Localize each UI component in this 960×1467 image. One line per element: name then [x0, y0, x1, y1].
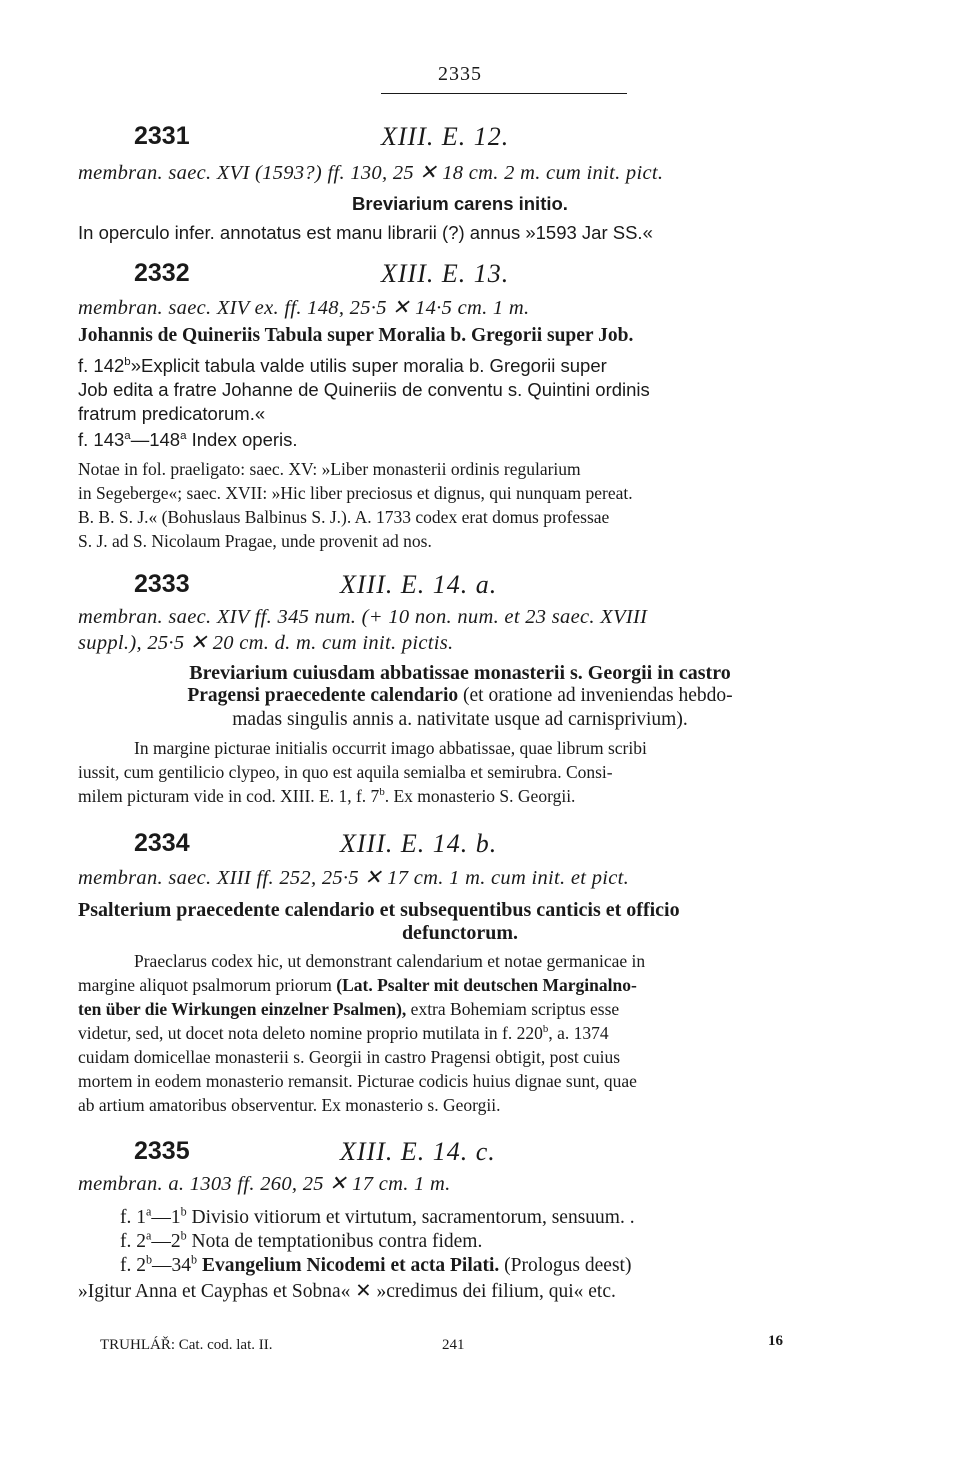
entry-title: Psalterium praecedente calendario et subsequentibus canticis et officio — [78, 899, 680, 921]
note-line: mortem in eodem monasterio remansit. Picturae codicis huius dignae sunt, quae — [78, 1071, 637, 1091]
physical-description: membran. saec. XIV ex. ff. 148, 25·5 ✕ 14·5 cm. 1 m. — [78, 297, 530, 319]
note-line: Praeclarus codex hic, ut demonstrant calendarium et notae germanicae in — [134, 951, 646, 971]
footer-right: 16 — [768, 1333, 783, 1349]
content-line: f. 1$^a$—1$^b$ Divisio vitiorum et virtutum, sacramentorum, sensuum. . — [120, 1204, 635, 1228]
entry-title: Breviarium cuiusdam abbatissae monasterii s. Georgii in castro — [189, 662, 731, 684]
note-line: milem picturam vide in cod. XIII. E. 1, f. 7$^b$. Ex monasterio S. Georgii. — [78, 786, 576, 806]
content-line: f. 143$^a$—148$^a$ Index operis. — [78, 429, 298, 450]
entry-number: 2332 — [134, 259, 190, 287]
entry-number: 2331 — [134, 122, 190, 150]
content-line: »Igitur Anna et Cayphas et Sobna« ✕ »credimus dei filium, qui« etc. — [78, 1281, 616, 1302]
entry-title: defunctorum. — [401, 922, 519, 944]
note-line: In operculo infer. annotatus est manu librarii (?) annus »1593 Jar SS.« — [78, 222, 653, 243]
note-line: Notae in fol. praeligato: saec. XV: »Liber monasterii ordinis regularium — [78, 459, 581, 479]
note-line: videtur, sed, ut docet nota deleto nomine proprio mutilata in f. 220$^b$, a. 1374 — [78, 1023, 609, 1043]
entry-number: 2334 — [134, 829, 190, 857]
content-line: f. 2$^b$—34$^b$ Evangelium Nicodemi et acta Pilati. (Prologus deest) — [120, 1252, 632, 1276]
shelfmark: XIII. E. 12. — [381, 122, 510, 151]
note-line: iussit, cum gentilicio clypeo, in quo est aquila semialba et semirubra. Consi- — [78, 762, 613, 782]
physical-description: membran. saec. XIV ff. 345 num. (+ 10 non. num. et 23 saec. XVIII — [78, 606, 648, 628]
entry-title: Pragensi praecedente calendario (et oratione ad inveniendas hebdo- — [187, 685, 733, 706]
note-line: In margine picturae initialis occurrit imago abbatissae, quae librum scribi — [134, 738, 647, 758]
entry-title: madas singulis annis a. nativitate usque ad carnisprivium). — [232, 709, 688, 730]
physical-description: suppl.), 25·5 ✕ 20 cm. d. m. cum init. pictis. — [78, 632, 454, 654]
footer-left: TRUHLÁŘ: Cat. cod. lat. II. — [100, 1337, 273, 1353]
shelfmark: XIII. E. 14. b. — [340, 829, 498, 858]
running-head-rule — [381, 93, 627, 94]
shelfmark: XIII. E. 14. c. — [340, 1137, 496, 1166]
shelfmark: XIII. E. 14. a. — [340, 570, 498, 599]
content-line: f. 142$^b$»Explicit tabula valde utilis super moralia b. Gregorii super — [78, 355, 607, 376]
running-head-number: 2335 — [438, 63, 482, 85]
note-line: ten über die Wirkungen einzelner Psalmen), extra Bohemiam scriptus esse — [78, 999, 620, 1019]
shelfmark: XIII. E. 13. — [381, 259, 510, 288]
entry-title: Johannis de Quineriis Tabula super Moralia b. Gregorii super Job. — [78, 325, 634, 346]
physical-description: membran. saec. XVI (1593?) ff. 130, 25 ✕ 18 cm. 2 m. cum init. pict. — [78, 162, 664, 184]
content-line: f. 2$^a$—2$^b$ Nota de temptationibus contra fidem. — [120, 1228, 483, 1252]
content-line: fratrum predicatorum.« — [78, 403, 266, 424]
note-line: cuidam domicellae monasterii s. Georgii in castro Pragensi obtigit, post cuius — [78, 1047, 621, 1067]
content-line: Job edita a fratre Johanne de Quineriis de conventu s. Quintini ordinis — [78, 379, 650, 400]
note-line: B. B. S. J.« (Bohuslaus Balbinus S. J.). A. 1733 codex erat domus professae — [78, 507, 610, 527]
entry-number: 2333 — [134, 570, 190, 598]
physical-description: membran. saec. XIII ff. 252, 25·5 ✕ 17 cm. 1 m. cum init. et pict. — [78, 867, 630, 889]
note-line: margine aliquot psalmorum priorum (Lat. Psalter mit deutschen Marginalno- — [78, 975, 637, 995]
entry-number: 2335 — [134, 1137, 190, 1165]
note-line: S. J. ad S. Nicolaum Pragae, unde provenit ad nos. — [78, 531, 432, 551]
note-line: ab artium amatoribus observentur. Ex monasterio s. Georgii. — [78, 1095, 501, 1115]
note-line: in Segeberge«; saec. XVII: »Hic liber preciosus et dignus, qui nunquam pereat. — [78, 483, 633, 503]
footer-page-number: 241 — [442, 1337, 465, 1353]
entry-title: Breviarium carens initio. — [352, 193, 568, 214]
physical-description: membran. a. 1303 ff. 260, 25 ✕ 17 cm. 1 m. — [78, 1173, 451, 1195]
